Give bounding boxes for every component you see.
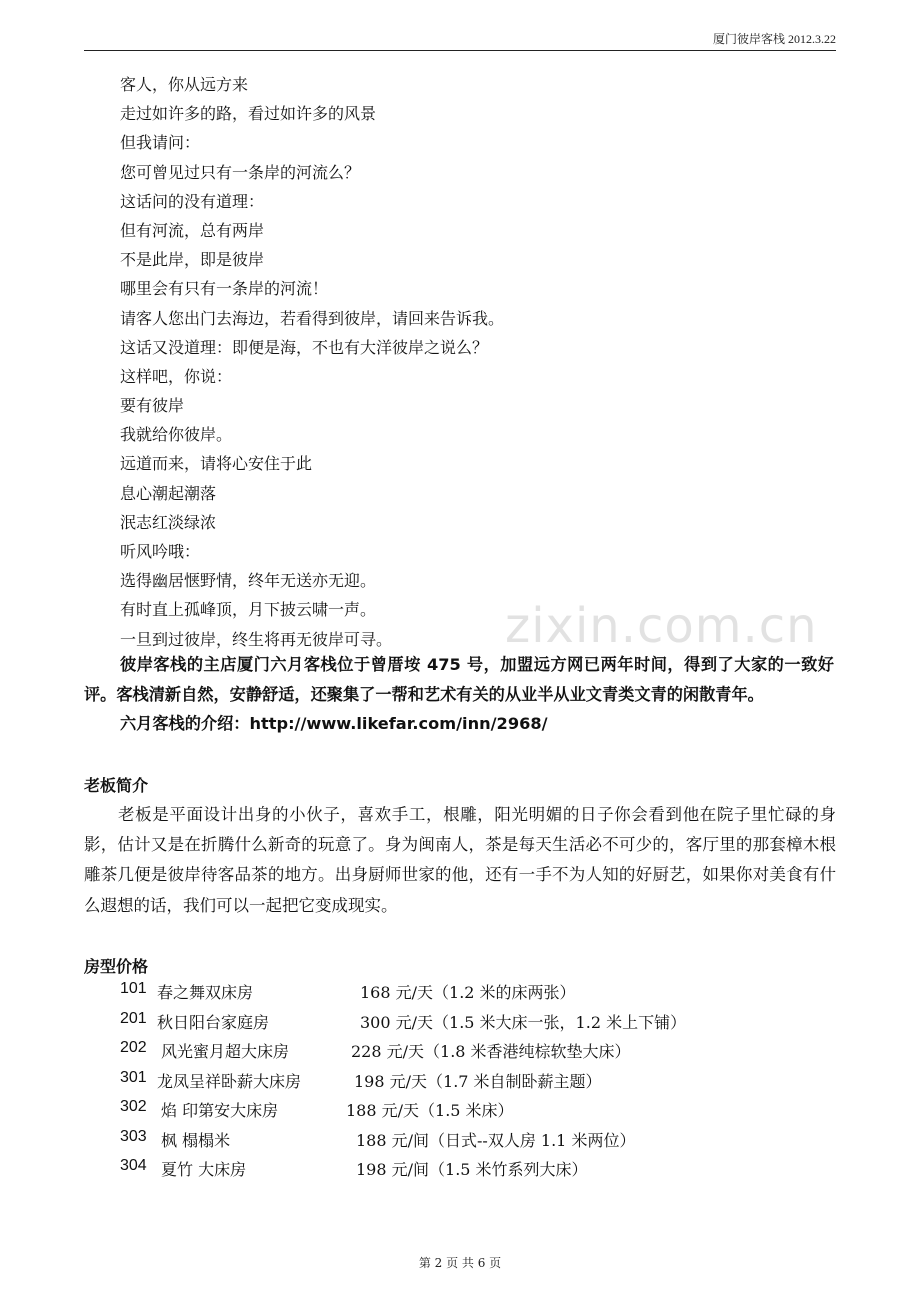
poem-line: 远道而来，请将心安住于此: [120, 454, 313, 474]
poem-line: 哪里会有只有一条岸的河流！: [120, 279, 329, 299]
watermark: zixin.com.cn: [505, 598, 818, 654]
room-number: 101: [120, 980, 147, 997]
room-number: 202: [120, 1039, 147, 1056]
room-price: 168 元/天（1.2 米的床两张）: [360, 983, 576, 1002]
poem: [120, 70, 504, 654]
room-number: 302: [120, 1098, 147, 1115]
room-name: 焰 印第安大床房: [161, 1101, 279, 1120]
poem-line: 有时直上孤峰顶，月下披云啸一声。: [120, 600, 377, 620]
poem-line: 客人，你从远方来: [120, 75, 249, 94]
rooms-section-title: 房型价格: [84, 957, 149, 976]
poem-line: 息心潮起潮落: [120, 483, 217, 503]
room-number: 201: [120, 1009, 147, 1027]
boss-intro-text: 老板是平面设计出身的小伙子，喜欢手工，根雕，阳光明媚的日子你会看到他在院子里忙碌的身影，估计又是在折腾什么新奇的玩意了。身为闽南人，茶是每天生活必不可少的，客厅里的那套樟木根雕茶几便是彼岸待客品茶的地方。出身厨师世家的他，还有一手不为人知的好厨艺，如果你对美食有什么遐想的话，我们可以一起把它变成现实。: [84, 805, 836, 915]
poem-line: 选得幽居惬野情，终年无送亦无迎。: [120, 571, 377, 591]
room-name: 秋日阳台家庭房: [157, 1012, 270, 1032]
boss-section-title: 老板简介: [84, 776, 149, 795]
room-number: 301: [120, 1068, 147, 1086]
header-rule: [84, 50, 836, 51]
poem-line: 您可曾见过只有一条岸的河流么？: [120, 162, 361, 182]
room-number: 303: [120, 1127, 147, 1145]
room-price: 228 元/天（1.8 米香港纯棕软垫大床）: [351, 1042, 631, 1061]
room-price: 198 元/天（1.7 米自制卧薪主题）: [354, 1071, 602, 1091]
poem-line: 但我请问：: [120, 133, 201, 153]
poem-line: 这话又没道理：即便是海，不也有大洋彼岸之说么？: [120, 337, 489, 357]
page-footer: 第 2 页 共 6 页: [418, 1256, 502, 1270]
room-price: 188 元/天（1.5 米床）: [346, 1101, 514, 1120]
intro-paragraph: 彼岸客栈的主店厦门六月客栈位于曾厝垵 475 号，加盟远方网已两年时间，得到了大家的一致好评。客栈清新自然，安静舒适，还聚集了一帮和艺术有关的从业半从业文青类文青的闲散青年。: [84, 655, 834, 704]
poem-line: 听风吟哦：: [120, 542, 201, 561]
intro-block: [84, 650, 834, 739]
room-name: 春之舞双床房: [157, 983, 254, 1002]
inn-link-line: 六月客栈的介绍：http://www.likefar.com/inn/2968/: [120, 714, 548, 733]
page-header: 厦门彼岸客栈 2012.3.22: [712, 32, 836, 46]
room-name: 夏竹 大床房: [161, 1160, 247, 1179]
room-name: 风光蜜月超大床房: [161, 1042, 290, 1061]
poem-line: 一旦到过彼岸，终生将再无彼岸可寻。: [120, 629, 393, 649]
poem-line: 但有河流，总有两岸: [120, 220, 265, 240]
room-price: 198 元/间（1.5 米竹系列大床）: [356, 1160, 588, 1179]
room-number: 304: [120, 1157, 147, 1174]
poem-line: 请客人您出门去海边，若看得到彼岸，请回来告诉我。: [120, 308, 505, 328]
room-price: 188 元/间（日式--双人房 1.1 米两位）: [356, 1130, 636, 1150]
room-name: 龙凤呈祥卧薪大床房: [157, 1071, 302, 1091]
poem-line: 这样吧，你说：: [120, 366, 233, 386]
room-name: 枫 榻榻米: [161, 1130, 231, 1150]
poem-line: 不是此岸，即是彼岸: [120, 250, 265, 270]
poem-line: 我就给你彼岸。: [120, 425, 233, 445]
room-price: 300 元/天（1.5 米大床一张，1.2 米上下铺）: [360, 1012, 687, 1032]
poem-line: 要有彼岸: [120, 396, 185, 416]
poem-line: 泯志红淡绿浓: [120, 512, 217, 532]
poem-line: 这话问的没有道理：: [120, 191, 265, 211]
poem-line: 走过如许多的路，看过如许多的风景: [120, 104, 377, 124]
